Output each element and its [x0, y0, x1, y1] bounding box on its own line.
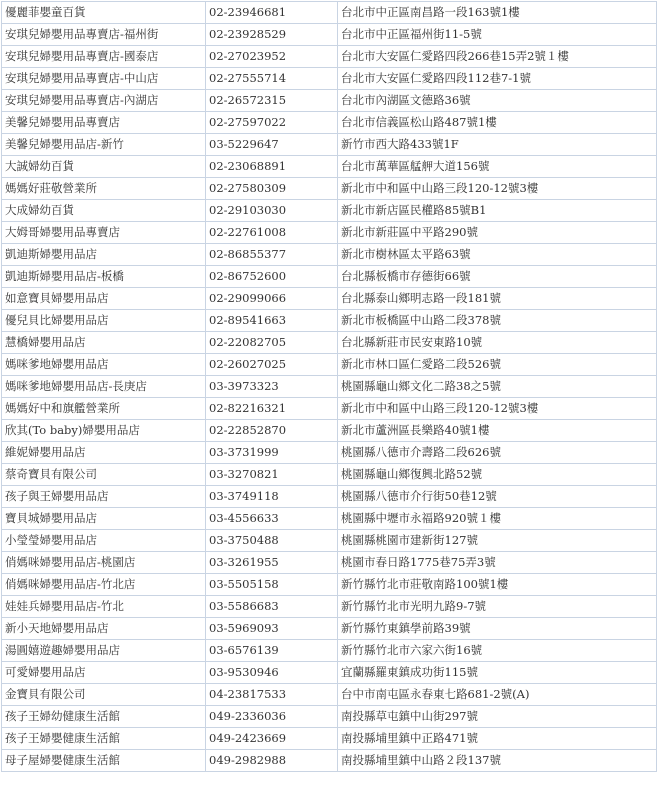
- table-row: [2, 134, 657, 156]
- table-row: [2, 398, 657, 420]
- phone-number-cell: 03-5586683: [206, 596, 338, 618]
- store-name-cell: 安琪兒婦嬰用品專賣店-中山店: [2, 68, 206, 90]
- address-cell: 桃園縣桃園市建新街127號: [338, 530, 657, 552]
- store-list-body: [2, 2, 657, 772]
- address-cell: 新北市林口區仁愛路二段526號: [338, 354, 657, 376]
- phone-number-cell: 049-2423669: [206, 728, 338, 750]
- table-row: [2, 46, 657, 68]
- address-cell: 桃園縣龜山鄉文化二路38之5號: [338, 376, 657, 398]
- phone-number-cell: 03-3270821: [206, 464, 338, 486]
- phone-number-cell: 02-27597022: [206, 112, 338, 134]
- address-cell: 新竹市西大路433號1F: [338, 134, 657, 156]
- phone-number-cell: 02-26027025: [206, 354, 338, 376]
- address-cell: 台北市萬華區艋舺大道156號: [338, 156, 657, 178]
- phone-number-cell: 02-29099066: [206, 288, 338, 310]
- address-cell: 新北市新店區民權路85號B1: [338, 200, 657, 222]
- table-row: [2, 574, 657, 596]
- table-row: [2, 266, 657, 288]
- address-cell: 新竹縣竹北市光明九路9-7號: [338, 596, 657, 618]
- table-row: [2, 288, 657, 310]
- store-name-cell: 俏媽咪婦嬰用品店-桃園店: [2, 552, 206, 574]
- address-cell: 新北市樹林區太平路63號: [338, 244, 657, 266]
- phone-number-cell: 02-23068891: [206, 156, 338, 178]
- phone-number-cell: 03-3261955: [206, 552, 338, 574]
- table-row: [2, 112, 657, 134]
- address-cell: 台北市信義區松山路487號1樓: [338, 112, 657, 134]
- phone-number-cell: 02-29103030: [206, 200, 338, 222]
- address-cell: 台北市內湖區文德路36號: [338, 90, 657, 112]
- store-name-cell: 媽咪爹地婦嬰用品店-長庚店: [2, 376, 206, 398]
- table-row: [2, 750, 657, 772]
- phone-number-cell: 02-27555714: [206, 68, 338, 90]
- table-row: [2, 706, 657, 728]
- table-row: [2, 68, 657, 90]
- phone-number-cell: 03-5505158: [206, 574, 338, 596]
- table-row: [2, 2, 657, 24]
- store-name-cell: 安琪兒婦嬰用品專賣店-福州街: [2, 24, 206, 46]
- table-row: [2, 420, 657, 442]
- phone-number-cell: 02-86855377: [206, 244, 338, 266]
- phone-number-cell: 02-27023952: [206, 46, 338, 68]
- table-row: [2, 156, 657, 178]
- address-cell: 桃園市春日路1775巷75弄3號: [338, 552, 657, 574]
- address-cell: 台北市中正區南昌路一段163號1樓: [338, 2, 657, 24]
- address-cell: 台中市南屯區永春東七路681-2號(A): [338, 684, 657, 706]
- store-name-cell: 新小天地婦嬰用品店: [2, 618, 206, 640]
- store-name-cell: 小瑩瑩婦嬰用品店: [2, 530, 206, 552]
- store-list-table: [1, 1, 657, 772]
- store-name-cell: 媽咪爹地婦嬰用品店: [2, 354, 206, 376]
- address-cell: 新北市中和區中山路三段120-12號3樓: [338, 178, 657, 200]
- table-row: [2, 596, 657, 618]
- address-cell: 新竹縣竹東鎮學前路39號: [338, 618, 657, 640]
- store-name-cell: 慧橋婦嬰用品店: [2, 332, 206, 354]
- address-cell: 桃園縣八德市介行街50巷12號: [338, 486, 657, 508]
- table-row: [2, 464, 657, 486]
- phone-number-cell: 02-26572315: [206, 90, 338, 112]
- store-name-cell: 母子屋婦嬰健康生活館: [2, 750, 206, 772]
- table-row: [2, 662, 657, 684]
- address-cell: 新北市新莊區中平路290號: [338, 222, 657, 244]
- table-row: [2, 376, 657, 398]
- phone-number-cell: 02-86752600: [206, 266, 338, 288]
- store-name-cell: 優兒貝比婦嬰用品店: [2, 310, 206, 332]
- store-name-cell: 美馨兒婦嬰用品專賣店: [2, 112, 206, 134]
- phone-number-cell: 02-27580309: [206, 178, 338, 200]
- store-name-cell: 湯圓嬉遊趣婦嬰用品店: [2, 640, 206, 662]
- store-name-cell: 孩子王婦幼健康生活館: [2, 706, 206, 728]
- address-cell: 宜蘭縣羅東鎮成功街115號: [338, 662, 657, 684]
- table-row: [2, 244, 657, 266]
- table-row: [2, 640, 657, 662]
- phone-number-cell: 02-23928529: [206, 24, 338, 46]
- address-cell: 新竹縣竹北市莊敬南路100號1樓: [338, 574, 657, 596]
- store-name-cell: 孩子王婦嬰健康生活館: [2, 728, 206, 750]
- table-row: [2, 552, 657, 574]
- address-cell: 台北縣泰山鄉明志路一段181號: [338, 288, 657, 310]
- store-name-cell: 優麗菲嬰童百貨: [2, 2, 206, 24]
- address-cell: 南投縣埔里鎮中正路471號: [338, 728, 657, 750]
- phone-number-cell: 03-3750488: [206, 530, 338, 552]
- store-name-cell: 寶貝城婦嬰用品店: [2, 508, 206, 530]
- table-row: [2, 222, 657, 244]
- table-row: [2, 442, 657, 464]
- address-cell: 台北市中正區福州街11-5號: [338, 24, 657, 46]
- phone-number-cell: 02-22761008: [206, 222, 338, 244]
- table-row: [2, 178, 657, 200]
- store-name-cell: 凱迪斯婦嬰用品店: [2, 244, 206, 266]
- phone-number-cell: 02-89541663: [206, 310, 338, 332]
- table-row: [2, 332, 657, 354]
- address-cell: 台北市大安區仁愛路四段112巷7-1號: [338, 68, 657, 90]
- table-row: [2, 310, 657, 332]
- store-name-cell: 安琪兒婦嬰用品專賣店-內湖店: [2, 90, 206, 112]
- store-name-cell: 大姆哥婦嬰用品專賣店: [2, 222, 206, 244]
- table-row: [2, 200, 657, 222]
- store-name-cell: 金寶貝有限公司: [2, 684, 206, 706]
- store-name-cell: 安琪兒婦嬰用品專賣店-國泰店: [2, 46, 206, 68]
- phone-number-cell: 02-82216321: [206, 398, 338, 420]
- phone-number-cell: 049-2982988: [206, 750, 338, 772]
- phone-number-cell: 03-3973323: [206, 376, 338, 398]
- store-name-cell: 大誠婦幼百貨: [2, 156, 206, 178]
- phone-number-cell: 03-5969093: [206, 618, 338, 640]
- store-name-cell: 如意寶貝婦嬰用品店: [2, 288, 206, 310]
- phone-number-cell: 02-23946681: [206, 2, 338, 24]
- store-name-cell: 美馨兒婦嬰用品店-新竹: [2, 134, 206, 156]
- address-cell: 桃園縣中壢市永福路920號１樓: [338, 508, 657, 530]
- phone-number-cell: 03-3749118: [206, 486, 338, 508]
- store-name-cell: 大成婦幼百貨: [2, 200, 206, 222]
- store-name-cell: 維妮婦嬰用品店: [2, 442, 206, 464]
- table-row: [2, 24, 657, 46]
- store-name-cell: 凱迪斯婦嬰用品店-板橋: [2, 266, 206, 288]
- table-row: [2, 486, 657, 508]
- address-cell: 南投縣埔里鎮中山路２段137號: [338, 750, 657, 772]
- address-cell: 台北市大安區仁愛路四段266巷15弄2號１樓: [338, 46, 657, 68]
- store-name-cell: 可愛婦嬰用品店: [2, 662, 206, 684]
- store-name-cell: 孩子與王婦嬰用品店: [2, 486, 206, 508]
- phone-number-cell: 03-4556633: [206, 508, 338, 530]
- address-cell: 桃園縣八德市介壽路二段626號: [338, 442, 657, 464]
- address-cell: 台北縣新莊市民安東路10號: [338, 332, 657, 354]
- phone-number-cell: 04-23817533: [206, 684, 338, 706]
- store-name-cell: 俏媽咪婦嬰用品店-竹北店: [2, 574, 206, 596]
- table-row: [2, 508, 657, 530]
- address-cell: 新北市蘆洲區長樂路40號1樓: [338, 420, 657, 442]
- phone-number-cell: 02-22082705: [206, 332, 338, 354]
- table-row: [2, 618, 657, 640]
- phone-number-cell: 02-22852870: [206, 420, 338, 442]
- address-cell: 新北市板橋區中山路二段378號: [338, 310, 657, 332]
- table-row: [2, 90, 657, 112]
- store-name-cell: 媽媽好莊敬營業所: [2, 178, 206, 200]
- address-cell: 新竹縣竹北市六家六街16號: [338, 640, 657, 662]
- table-row: [2, 354, 657, 376]
- table-row: [2, 530, 657, 552]
- phone-number-cell: 03-6576139: [206, 640, 338, 662]
- phone-number-cell: 03-5229647: [206, 134, 338, 156]
- table-row: [2, 728, 657, 750]
- phone-number-cell: 049-2336036: [206, 706, 338, 728]
- address-cell: 新北市中和區中山路三段120-12號3樓: [338, 398, 657, 420]
- table-row: [2, 684, 657, 706]
- store-name-cell: 娃娃兵婦嬰用品店-竹北: [2, 596, 206, 618]
- address-cell: 台北縣板橋市存德街66號: [338, 266, 657, 288]
- address-cell: 南投縣草屯鎮中山街297號: [338, 706, 657, 728]
- store-name-cell: 媽媽好中和旗艦營業所: [2, 398, 206, 420]
- address-cell: 桃園縣龜山鄉復興北路52號: [338, 464, 657, 486]
- store-name-cell: 蔡奇寶貝有限公司: [2, 464, 206, 486]
- store-name-cell: 欣其(To baby)婦嬰用品店: [2, 420, 206, 442]
- phone-number-cell: 03-9530946: [206, 662, 338, 684]
- phone-number-cell: 03-3731999: [206, 442, 338, 464]
